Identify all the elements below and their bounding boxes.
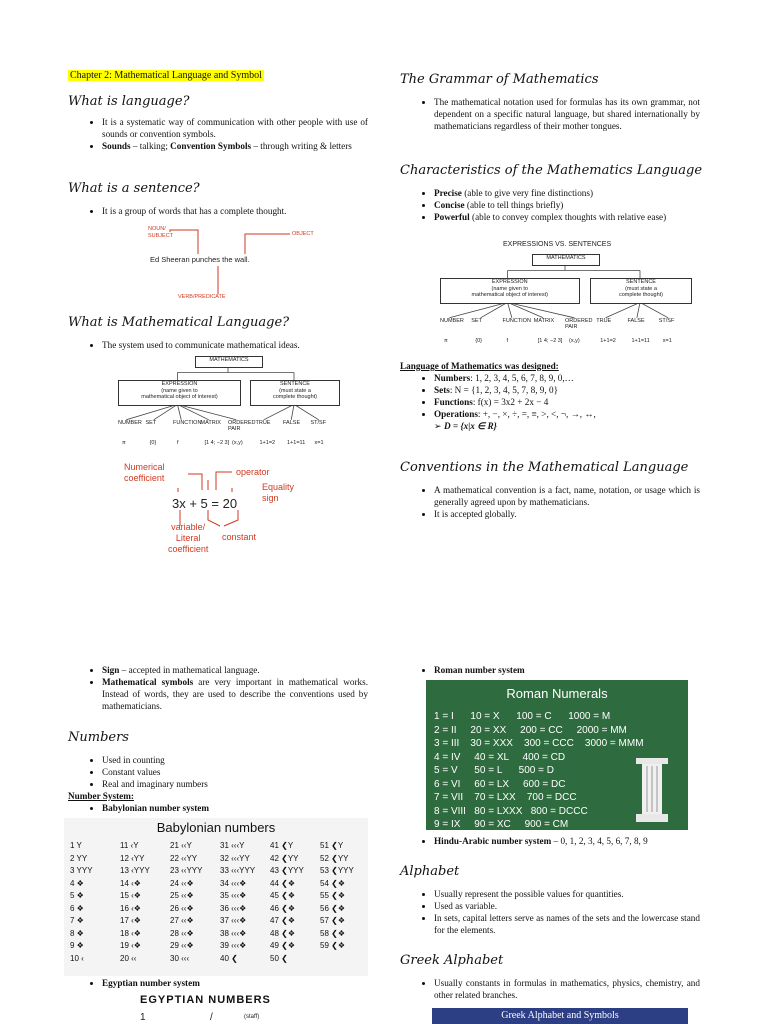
- connector-line: [294, 404, 319, 419]
- numbers-list: [68, 754, 368, 814]
- list-item: • The mathematical notation used for formulas has its own grammar, not dependent on a specific natural language, but shared internationally by mathematicians regardless of their mother tongues.: [434, 96, 700, 132]
- babylonian-column: [320, 840, 354, 953]
- list-item: • Hindu-Arabic number system – 0, 1, 2, 3, 4, 5, 6, 7, 8, 9: [434, 835, 720, 847]
- list-item: • Functions: f(x) = 3x2 + 2x − 4: [434, 396, 700, 408]
- babylonian-entry: 13 ‹YYY: [120, 866, 150, 875]
- leaf-label: NUMBER: [440, 317, 464, 324]
- list-item: • Babylonian number system: [102, 802, 368, 814]
- babylonian-entry: 33 ‹‹‹YYY: [220, 866, 256, 875]
- designed-list: [400, 360, 700, 432]
- babylonian-entry: 35 ‹‹‹❖: [220, 891, 247, 900]
- leaf-label: NUMBER: [118, 419, 142, 426]
- diagram-title: EXPRESSIONS VS. SENTENCES: [503, 241, 612, 248]
- leaf-example: [1 4; −2 3]: [537, 337, 563, 344]
- babylonian-entry: 10 ‹: [70, 953, 84, 963]
- heading-what-is-math-language: What is Mathematical Language?: [68, 315, 290, 330]
- list-item: • It is a systematic way of communication with other people with use of sounds or convention symbols.: [102, 116, 368, 140]
- list-item: • Numbers: 1, 2, 3, 4, 5, 6, 7, 8, 9, 0,…: [434, 372, 700, 384]
- heading-greek-alphabet: Greek Alphabet: [400, 953, 504, 968]
- verb-label: VERB/PREDICATE: [178, 294, 226, 300]
- constant-label: constant: [222, 532, 257, 542]
- list-item: • Concise (able to tell things briefly): [434, 199, 700, 211]
- babylonian-entry: 29 ‹‹❖: [170, 941, 194, 950]
- designed-label: Language of Mathematics was designed:: [400, 361, 559, 371]
- babylonian-entry: 38 ‹‹‹❖: [220, 928, 247, 938]
- list-item: • Used as variable.: [434, 900, 700, 912]
- connector-line: [177, 404, 208, 419]
- expression-box: EXPRESSION (name given to mathematical object of interest): [440, 278, 580, 304]
- heading-grammar: The Grammar of Mathematics: [400, 72, 599, 87]
- variable-label: variable/ Literal coefficient: [168, 522, 209, 554]
- babylonian-entry: 6 ❖: [70, 903, 84, 913]
- babylonian-entry: 32 ‹‹‹YY: [220, 853, 250, 863]
- babylonian-entry: 14 ‹❖: [120, 878, 141, 888]
- mathematics-diagram: [118, 356, 338, 476]
- connector-line: [126, 404, 177, 419]
- babylonian-entry: 24 ‹‹❖: [170, 878, 194, 888]
- connector-line: [449, 302, 507, 317]
- heading-numbers: Numbers: [68, 730, 129, 745]
- connector-line: [637, 302, 640, 317]
- sign-list: [68, 664, 368, 712]
- leaf-example: 1+1=2: [600, 337, 616, 344]
- connector-line: [291, 404, 294, 419]
- babylonian-entry: 28 ‹‹❖: [170, 928, 194, 938]
- leaf-example: x=1: [662, 337, 672, 344]
- sentence-example: Ed Sheeran punches the wall.: [150, 255, 250, 264]
- list-item: • Usually represent the possible values for quantities.: [434, 888, 700, 900]
- babylonian-entry: 11 ‹Y: [120, 841, 139, 850]
- babylonian-entry: 49 ❮❖: [270, 941, 295, 950]
- number-system-label: Number System:: [68, 791, 134, 801]
- leaf-label: TRUE: [596, 317, 612, 324]
- connector-line: [264, 404, 294, 419]
- alphabet-list: [400, 888, 700, 936]
- connector-line: [177, 404, 236, 419]
- expression-box: EXPRESSION (name given to mathematical object of interest): [118, 380, 241, 406]
- babylonian-entry: 52 ❮YY: [320, 853, 349, 863]
- babylonian-entry: 15 ‹❖: [120, 891, 141, 900]
- babylonian-entry: 22 ‹‹YY: [170, 853, 198, 863]
- leaf-example: (x,y): [232, 439, 243, 446]
- babylonian-entry: 46 ❮❖: [270, 903, 295, 913]
- babylonian-entry: 2 YY: [70, 853, 88, 863]
- babylonian-entry: 59 ❮❖: [320, 941, 345, 950]
- leaf-label: FUNCTION: [173, 419, 202, 426]
- list-item: • Roman number system: [434, 664, 700, 676]
- heading-alphabet: Alphabet: [400, 864, 460, 879]
- babylonian-entry: 43 ❮YYY: [270, 866, 304, 875]
- connector-line: [177, 404, 181, 419]
- babylonian-entry: 53 ❮YYY: [320, 866, 354, 875]
- leaf-label: SET: [471, 317, 482, 324]
- heading-what-is-language: What is language?: [68, 94, 190, 109]
- babylonian-entry: 41 ❮Y: [270, 841, 294, 850]
- leaf-label: SET: [145, 419, 157, 426]
- list-item: • The system used to communicate mathematical ideas.: [102, 339, 368, 351]
- babylonian-entry: 5 ❖: [70, 891, 84, 900]
- sentence-box: SENTENCE (must state a complete thought): [590, 278, 692, 304]
- arrow-icon: ➢: [434, 421, 444, 431]
- babylonian-entry: 57 ❮❖: [320, 916, 345, 925]
- list-item: • In sets, capital letters serve as names of the sets and the lowercase stand for the elements.: [434, 912, 700, 936]
- leaf-example: 1+1=11: [631, 337, 650, 344]
- babylonian-entry: 25 ‹‹❖: [170, 891, 194, 900]
- leaf-label: FALSE: [283, 419, 301, 426]
- babylonian-entry: 26 ‹‹❖: [170, 903, 194, 913]
- roman-row: 4 = IV 40 = XL 400 = CD: [434, 751, 566, 763]
- column-pillar-icon: [632, 756, 672, 826]
- leaf-label: FALSE: [627, 317, 645, 324]
- expressions-sentences-diagram: [440, 254, 690, 354]
- babylonian-entry: 54 ❮❖: [320, 878, 345, 888]
- chapter-title: Chapter 2: Mathematical Language and Symbol: [70, 70, 262, 81]
- sentence-list: [68, 205, 368, 217]
- egyptian-glyph: /: [210, 1012, 213, 1023]
- roman-board-title: Roman Numerals: [506, 686, 608, 701]
- leaf-example: π: [444, 337, 448, 344]
- list-item: • Egyptian number system: [102, 977, 368, 989]
- list-item: • Operations: +, −, ×, ÷, =, ≡, >, <, ¬, →, ↔,: [434, 408, 700, 420]
- greek-banner: Greek Alphabet and Symbols: [432, 1008, 688, 1024]
- heading-what-is-sentence: What is a sentence?: [68, 181, 200, 196]
- operator-label: operator: [236, 467, 270, 477]
- list-item: • Constant values: [102, 766, 368, 778]
- roman-row: 2 = II 20 = XX 200 = CC 2000 = MM: [434, 724, 627, 736]
- babylonian-entry: 55 ❮❖: [320, 891, 345, 900]
- characteristics-list: [400, 187, 700, 223]
- mathematics-box: MATHEMATICS: [195, 356, 263, 368]
- leaf-example: f: [177, 439, 179, 446]
- babylonian-column: [120, 840, 150, 965]
- list-item: • Real and imaginary numbers: [102, 778, 368, 790]
- babylonian-entry: 51 ❮Y: [320, 841, 344, 850]
- babylonian-entry: 4 ❖: [70, 878, 84, 888]
- leaf-label: ORDERED PAIR: [565, 317, 593, 331]
- babylonian-entry: 18 ‹❖: [120, 928, 141, 938]
- egyptian-digit: 1: [140, 1012, 146, 1023]
- list-item: • It is accepted globally.: [434, 508, 700, 520]
- babylonian-entry: 17 ‹❖: [120, 916, 141, 925]
- babylonian-entry: 21 ‹‹Y: [170, 841, 192, 850]
- babylonian-entry: 20 ‹‹: [120, 953, 137, 963]
- language-list: [68, 116, 368, 152]
- roman-row: 6 = VI 60 = LX 600 = DC: [434, 778, 566, 790]
- list-item: • Usually constants in formulas in mathematics, physics, chemistry, and other related branches.: [434, 977, 700, 1001]
- babylonian-entry: 16 ‹❖: [120, 903, 141, 913]
- babylonian-entry: 9 ❖: [70, 941, 84, 950]
- babylonian-column: [70, 840, 93, 965]
- leaf-label: MATRIX: [200, 419, 221, 426]
- babylonian-entry: 56 ❮❖: [320, 903, 345, 913]
- roman-row: 8 = VIII 80 = LXXX 800 = DCCC: [434, 805, 588, 817]
- babylonian-entry: 50 ❮: [270, 953, 288, 963]
- grammar-list: [400, 96, 700, 132]
- babylonian-entry: 27 ‹‹❖: [170, 916, 194, 925]
- babylonian-entry: 58 ❮❖: [320, 928, 345, 938]
- egyptian-glyph-name: (staff): [244, 1014, 260, 1020]
- roman-list: [400, 664, 700, 676]
- babylonian-column: [170, 840, 202, 965]
- list-item: • Mathematical symbols are very important in mathematical works. Instead of words, they are used to describe the conventions used by mathematicians.: [102, 676, 368, 712]
- leaf-example: 1+1=11: [287, 439, 306, 446]
- leaf-example: 1+1=2: [259, 439, 276, 446]
- babylonian-entry: 19 ‹❖: [120, 941, 141, 950]
- mathematics-box: MATHEMATICS: [532, 254, 600, 266]
- leaf-example: [1 4; −2 3]: [204, 439, 230, 446]
- roman-row: 1 = I 10 = X 100 = C 1000 = M: [434, 711, 611, 722]
- roman-row: 5 = V 50 = L 500 = D: [434, 765, 554, 776]
- connector-line: [508, 302, 512, 317]
- leaf-example: π: [122, 439, 126, 446]
- leaf-label: FUNCTION: [502, 317, 531, 324]
- leaf-example: f: [506, 337, 509, 344]
- roman-row: 7 = VII 70 = LXX 700 = DCC: [434, 792, 577, 803]
- numerical-coefficient-label: Numerical coefficient: [124, 462, 165, 483]
- leaf-label: ST/SF: [310, 419, 327, 426]
- roman-row: 3 = III 30 = XXX 300 = CCC 3000 = MMM: [434, 738, 644, 749]
- babylonian-entry: 48 ❮❖: [270, 928, 295, 938]
- babylonian-entry: 3 YYY: [70, 866, 93, 875]
- babylonian-title: Babylonian numbers: [156, 820, 276, 835]
- babylonian-entry: 34 ‹‹‹❖: [220, 878, 247, 888]
- leaf-label: TRUE: [255, 419, 271, 426]
- conventions-list: [400, 484, 700, 520]
- babylonian-entry: 30 ‹‹‹: [170, 953, 190, 963]
- connector-line: [606, 302, 640, 317]
- babylonian-entry: 12 ‹YY: [120, 853, 145, 863]
- egyptian-list: [68, 977, 368, 989]
- babylonian-column: [270, 840, 304, 965]
- math-language-list: [68, 339, 368, 351]
- babylonian-entry: 44 ❮❖: [270, 878, 295, 888]
- heading-characteristics: Characteristics of the Mathematics Language: [400, 163, 703, 178]
- leaf-example: x=1: [314, 439, 324, 446]
- list-item: • Used in counting: [102, 754, 368, 766]
- babylonian-entry: 7 ❖: [70, 916, 84, 925]
- babylonian-entry: 45 ❮❖: [270, 891, 295, 900]
- babylonian-column: [220, 840, 255, 965]
- list-item: • Powerful (able to convey complex thoughts with relative ease): [434, 211, 700, 223]
- babylonian-entry: 23 ‹‹YYY: [170, 866, 203, 875]
- sentence-box: SENTENCE (must state a complete thought): [250, 380, 340, 406]
- list-item: • Sign – accepted in mathematical language.: [102, 664, 368, 676]
- connector-line: [508, 302, 575, 317]
- egyptian-title: EGYPTIAN NUMBERS: [140, 994, 271, 1006]
- babylonian-entry: 37 ‹‹‹❖: [220, 916, 247, 925]
- babylonian-entry: 42 ❮YY: [270, 853, 299, 863]
- leaf-label: ORDERED PAIR: [228, 419, 256, 433]
- list-item: • It is a group of words that has a complete thought.: [102, 205, 368, 217]
- babylonian-entry: 1 Y: [70, 841, 82, 850]
- roman-row: 9 = IX 90 = XC 900 = CM: [434, 819, 569, 830]
- connector-line: [640, 302, 668, 317]
- babylonian-entry: 8 ❖: [70, 928, 84, 938]
- heading-conventions: Conventions in the Mathematical Language: [400, 460, 689, 475]
- noun-subject-label: NOUN/ SUBJECT: [148, 226, 174, 239]
- roman-numerals-board: [426, 680, 688, 830]
- list-item: • Precise (able to give very fine distinctions): [434, 187, 700, 199]
- leaf-example: {0}: [475, 337, 482, 344]
- equality-sign-label: Equality sign: [262, 482, 295, 503]
- list-item: • Sounds – talking; Convention Symbols – through writing & letters: [102, 140, 368, 152]
- babylonian-entry: 40 ❮: [220, 953, 238, 963]
- babylonian-entry: 39 ‹‹‹❖: [220, 941, 247, 950]
- babylonian-entry: 31 ‹‹‹Y: [220, 841, 245, 850]
- leaf-example: {0}: [149, 439, 157, 446]
- connector-line: [154, 404, 178, 419]
- equation-example: 3x + 5 = 20: [172, 496, 238, 511]
- list-item: • Sets: N = {1, 2, 3, 4, 5, 7, 8, 9, 0}: [434, 384, 700, 396]
- babylonian-numbers-image: [64, 818, 368, 976]
- babylonian-entry: 36 ‹‹‹❖: [220, 903, 247, 913]
- object-label: OBJECT: [292, 231, 314, 237]
- list-item: • A mathematical convention is a fact, name, notation, or usage which is generally agreed upon by mathematicians.: [434, 484, 700, 508]
- greek-list: [400, 977, 700, 1001]
- sub-list-item: ➢ D = {x|x ∈ R}: [434, 421, 497, 431]
- leaf-label: ST/SF: [658, 317, 675, 324]
- connector-line: [481, 302, 508, 317]
- hindu-arabic-list: [400, 835, 720, 847]
- babylonian-entry: 47 ❮❖: [270, 916, 295, 925]
- connector-line: [508, 302, 544, 317]
- leaf-label: MATRIX: [533, 317, 555, 324]
- leaf-example: (x,y): [569, 337, 580, 344]
